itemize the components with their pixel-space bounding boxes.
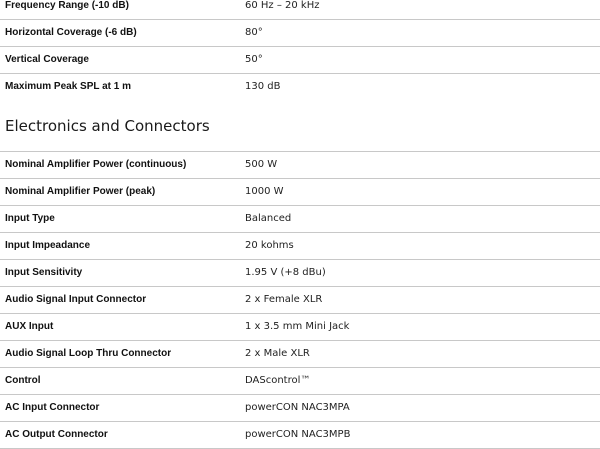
spec-value: DAScontrol™ — [245, 375, 311, 386]
spec-value: powerCON NAC3MPA — [245, 402, 350, 413]
spec-label: Frequency Range (-10 dB) — [5, 0, 129, 11]
spec-label: Vertical Coverage — [5, 54, 89, 65]
spec-value: Balanced — [245, 213, 292, 224]
spec-row-frequency-range — [0, 0, 600, 20]
acoustics-spec-table — [0, 0, 600, 100]
spec-value: 50° — [245, 54, 263, 65]
spec-label: Control — [5, 375, 41, 386]
spec-value: powerCON NAC3MPB — [245, 429, 351, 440]
spec-row-input-impedance — [0, 233, 600, 260]
spec-value: 1000 W — [245, 186, 284, 197]
spec-value: 1 x 3.5 mm Mini Jack — [245, 321, 350, 332]
spec-value: 60 Hz – 20 kHz — [245, 0, 320, 11]
spec-label: Nominal Amplifier Power (continuous) — [5, 159, 187, 170]
section-title-electronics: Electronics and Connectors — [0, 100, 600, 152]
spec-label: Audio Signal Loop Thru Connector — [5, 348, 172, 359]
spec-row-max-peak-spl — [0, 74, 600, 100]
electronics-spec-table — [0, 152, 600, 449]
spec-value: 80° — [245, 27, 263, 38]
spec-row-ac-output-connector — [0, 422, 600, 449]
spec-label: AUX Input — [5, 321, 54, 332]
spec-label: Horizontal Coverage (-6 dB) — [5, 27, 137, 38]
spec-row-vertical-coverage — [0, 47, 600, 74]
spec-value: 130 dB — [245, 81, 281, 92]
spec-value: 2 x Female XLR — [245, 294, 323, 305]
spec-row-control — [0, 368, 600, 395]
spec-value: 2 x Male XLR — [245, 348, 310, 359]
spec-row-ac-input-connector — [0, 395, 600, 422]
spec-value: 500 W — [245, 159, 278, 170]
spec-label: Audio Signal Input Connector — [5, 294, 147, 305]
spec-row-horizontal-coverage — [0, 20, 600, 47]
spec-label: Maximum Peak SPL at 1 m — [5, 81, 131, 92]
spec-label: Nominal Amplifier Power (peak) — [5, 186, 156, 197]
spec-row-input-sensitivity — [0, 260, 600, 287]
spec-label: Input Impeadance — [5, 240, 91, 251]
spec-label: Input Sensitivity — [5, 267, 83, 278]
spec-row-audio-input-connector — [0, 287, 600, 314]
spec-row-loop-thru-connector — [0, 341, 600, 368]
spec-row-amp-power-continuous — [0, 152, 600, 179]
spec-label: Input Type — [5, 213, 55, 224]
spec-label: AC Input Connector — [5, 402, 100, 413]
spec-row-aux-input — [0, 314, 600, 341]
spec-value: 20 kohms — [245, 240, 294, 251]
spec-row-input-type — [0, 206, 600, 233]
spec-value: 1.95 V (+8 dBu) — [245, 267, 326, 278]
spec-row-amp-power-peak — [0, 179, 600, 206]
spec-label: AC Output Connector — [5, 429, 108, 440]
